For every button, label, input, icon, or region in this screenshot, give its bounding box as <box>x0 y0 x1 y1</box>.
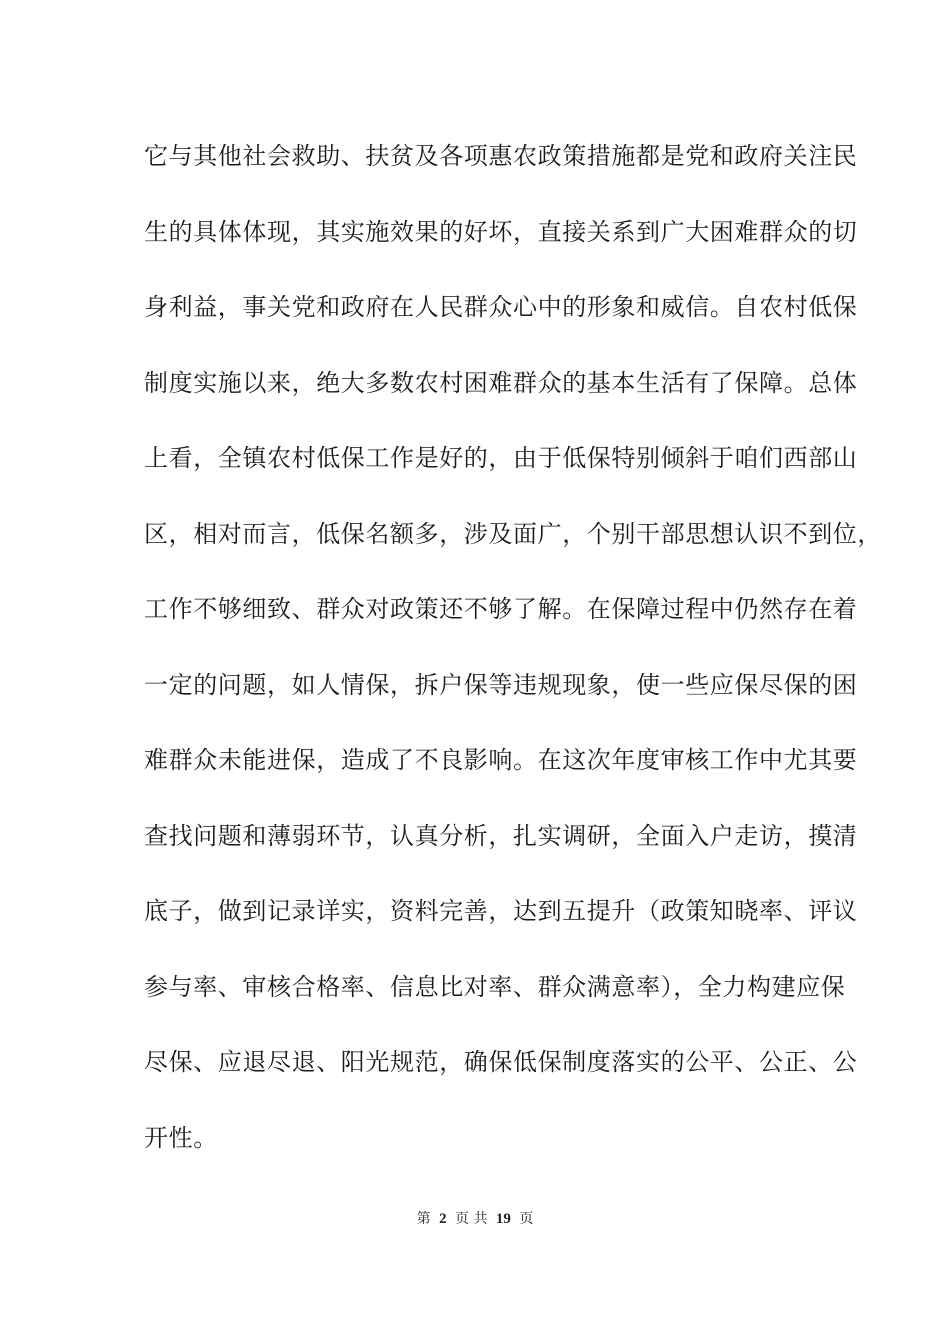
paragraph-line: 它与其他社会救助、扶贫及各项惠农政策措施都是党和政府关注民 <box>144 142 858 170</box>
paragraph-line: 制度实施以来，绝大多数农村困难群众的基本生活有了保障。总体 <box>144 368 858 397</box>
body-paragraph <box>144 130 882 1187</box>
paragraph-line: 工作不够细致、群众对政策还不够了解。在保障过程中仍然存在着 <box>144 595 858 623</box>
paragraph-line: 查找问题和薄弱环节，认真分析，扎实调研，全面入户走访，摸清 <box>144 821 858 850</box>
paragraph-line: 生的具体体现，其实施效果的好坏，直接关系到广大困难群众的切 <box>144 217 858 246</box>
paragraph-line: 参与率、审核合格率、信息比对率、群众满意率），全力构建应保 <box>144 972 846 1001</box>
paragraph-line: 开性。 <box>144 1123 218 1152</box>
footer-middle: 页 共 <box>455 1211 488 1227</box>
paragraph-line: 难群众未能进保，造成了不良影响。在这次年度审核工作中尤其要 <box>144 746 858 774</box>
total-page-count: 19 <box>495 1211 511 1227</box>
current-page-number: 2 <box>439 1211 447 1227</box>
footer-prefix: 第 <box>416 1211 431 1227</box>
footer-suffix: 页 <box>519 1211 534 1227</box>
paragraph-line: 底子，做到记录详实，资料完善，达到五提升（政策知晓率、评议 <box>144 897 858 925</box>
paragraph-line: 尽保、应退尽退、阳光规范，确保低保制度落实的公平、公正、公 <box>144 1048 858 1076</box>
paragraph-line: 区，相对而言，低保名额多，涉及面广，个别干部思想认识不到位， <box>144 519 882 548</box>
page-footer <box>0 1208 950 1228</box>
paragraph-line: 上看，全镇农村低保工作是好的，由于低保特别倾斜于咱们西部山 <box>144 444 858 472</box>
paragraph-line: 一定的问题，如人情保，拆户保等违规现象，使一些应保尽保的困 <box>144 670 858 699</box>
paragraph-line: 身利益，事关党和政府在人民群众心中的形象和威信。自农村低保 <box>144 293 858 321</box>
